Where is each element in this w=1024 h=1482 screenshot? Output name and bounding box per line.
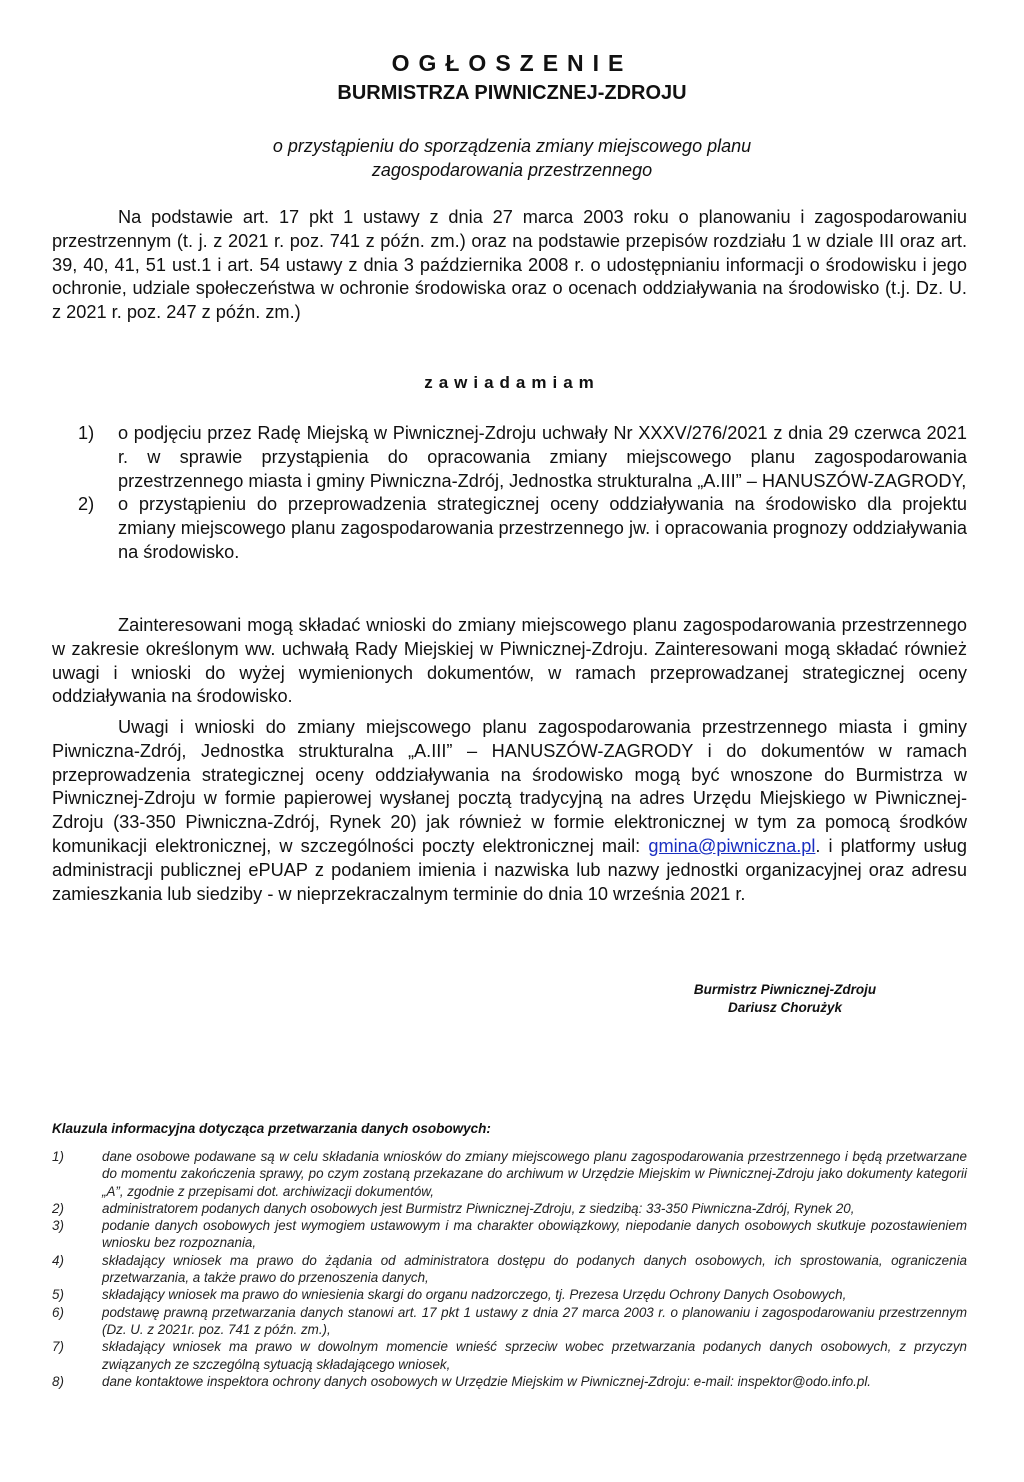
- clause-number: 4): [52, 1252, 64, 1268]
- item-text: o przystąpieniu do przeprowadzenia strategicznej oceny oddziaływania na środowisko dla projektu zmiany miejscowego planu zagospodarowania przestrzennego jw. i opracowania prognozy oddziaływania na środowisko.: [118, 494, 967, 562]
- clause-text: administratorem podanych danych osobowych jest Burmistrz Piwnicznej-Zdroju, z siedzibą: 33-350 Piwniczna-Zdrój, Rynek 20,: [102, 1200, 855, 1216]
- clause-item: [52, 1200, 967, 1217]
- clause-item: [52, 1286, 967, 1303]
- subtitle-line-2: zagospodarowania przestrzennego: [371, 160, 653, 180]
- clause-number: 5): [52, 1287, 64, 1303]
- signature-name: Dariusz Chorużyk: [727, 1000, 843, 1015]
- comments-text-end: . i platformy usług administracji publicznej ePUAP z podaniem imienia i nazwiska lub nazwy jednostki organizacyjnej oraz adresu zamieszkania lub siedziby - w nieprzekraczalnym terminie do dnia 10 września 2021 r.: [52, 835, 967, 904]
- clause-text: składający wniosek ma prawo do żądania od administratora dostępu do podanych danych osobowych, ich sprostowania, ograniczenia przetwarzania, a także prawo do przenoszenia danych,: [102, 1252, 967, 1286]
- issuing-authority: BURMISTRZA PIWNICZNEJ-ZDROJU: [337, 82, 687, 104]
- document-title: OGŁOSZENIE: [391, 50, 633, 76]
- clause-item: [52, 1338, 967, 1373]
- clause-number: 2): [52, 1200, 64, 1216]
- clause-number: 6): [52, 1304, 64, 1320]
- item-text: o podjęciu przez Radę Miejską w Piwnicznej-Zdroju uchwały Nr XXXV/276/2021 z dnia 29 czerwca 2021 r. w sprawie przystąpienia do opracowania zmiany miejscowego planu zagospodarowania przestrzennego miasta i gminy Piwniczna-Zdrój, Jednostka strukturalna „A.III” – HANUSZÓW-ZAGRODY,: [118, 423, 967, 491]
- clause-text: podstawę prawną przetwarzania danych stanowi art. 17 pkt 1 ustawy z dnia 27 marca 2003 r. o planowaniu i zagospodarowaniu przestrzennym (Dz. U. z 2021r. poz. 741 z późn. zm.),: [102, 1304, 967, 1337]
- clause-text: składający wniosek ma prawo do wniesienia skargi do organu nadzorczego, tj. Prezesa Urzędu Ochrony Danych Osobowych,: [102, 1287, 847, 1303]
- item-number: 2): [78, 494, 95, 515]
- clause-title: Klauzula informacyjna dotycząca przetwarzania danych osobowych:: [52, 1121, 491, 1136]
- clause-item: [52, 1252, 967, 1287]
- clause-number: 7): [52, 1339, 64, 1355]
- email-link[interactable]: gmina@piwniczna.pl: [648, 835, 816, 856]
- signature-block: [660, 981, 910, 1017]
- document-subtitle: [0, 134, 1024, 182]
- clause-item: [52, 1304, 967, 1339]
- subtitle-line-1: o przystąpieniu do sporządzenia zmiany miejscowego planu: [272, 136, 752, 156]
- clause-number: 1): [52, 1149, 64, 1164]
- announcement-item: [52, 422, 967, 493]
- submissions-paragraph: Zainteresowani mogą składać wnioski do zmiany miejscowego planu zagospodarowania przestrzennego w zakresie określonym ww. uchwałą Rady Miejskiej w Piwnicznej-Zdroju. Zainteresowani mogą składać również uwagi i wnioski do wyżej wymienionych dokumentów, w ramach przeprowadzanej strategicznej oceny oddziaływania na środowisko.: [52, 615, 967, 707]
- clause-item: [52, 1373, 967, 1390]
- comments-text-start: Uwagi i wnioski do zmiany miejscowego planu zagospodarowania przestrzennego miasta i gminy Piwniczna-Zdrój, Jednostka strukturalna „A.III” – HANUSZÓW-ZAGRODY i do dokumentów w ramach przeprowadzenia strategicznej oceny oddziaływania na środowisko mogą być wnoszone do Burmistrza w Piwnicznej-Zdroju w formie papierowej wysłanej pocztą tradycyjną na adres Urzędu Miejskiego w Piwnicznej-Zdroju (33-350 Piwniczna-Zdrój, Rynek 20) jak również w formie elektronicznej w tym za pomocą środków komunikacji elektronicznej, w szczególności poczty elektronicznej mail:: [52, 717, 967, 856]
- clause-item: [52, 1148, 967, 1200]
- legal-basis-paragraph: Na podstawie art. 17 pkt 1 ustawy z dnia 27 marca 2003 roku o planowaniu i zagospodarowaniu przestrzennym (t. j. z 2021 r. poz. 741 z późn. zm.) oraz na podstawie przepisów rozdziału 1 w dziale III oraz art. 39, 40, 41, 51 ust.1 i art. 54 ustawy z dnia 3 października 2008 r. o udostępnianiu informacji o środowisku i jego ochronie, udziale społeczeństwa w ochronie środowiska oraz o ocenach oddziaływania na środowisko (t.j. Dz. U. z 2021 r. poz. 247 z późn. zm.): [52, 207, 967, 323]
- signature-title: Burmistrz Piwnicznej-Zdroju: [693, 982, 877, 997]
- clause-text: składający wniosek ma prawo w dowolnym momencie wnieść sprzeciw wobec przetwarzania podanych danych osobowych, z przyczyn związanych ze szczególną sytuacją składającego wniosek,: [102, 1339, 967, 1372]
- clause-item: [52, 1217, 967, 1252]
- clause-number: 8): [52, 1373, 64, 1389]
- item-number: 1): [78, 423, 95, 443]
- announce-heading: zawiadamiam: [424, 373, 600, 392]
- clause-number: 3): [52, 1218, 64, 1234]
- clause-text: dane osobowe podawane są w celu składania wniosków do zmiany miejscowego planu zagospodarowania przestrzennego i będą przetwarzane do momentu zakończenia sprawy, po czym zostaną przekazane do archiwum w Urzędzie Miejskim w Piwnicznej-Zdroju jako dokumenty kategorii „A”, zgodnie z przepisami dot. archiwizacji dokumentów,: [102, 1149, 967, 1199]
- comments-paragraph: [52, 716, 967, 906]
- clause-list: [52, 1148, 967, 1390]
- clause-text: dane kontaktowe inspektora ochrony danych osobowych w Urzędzie Miejskim w Piwnicznej-Zdroju: e-mail: inspektor@odo.info.pl.: [102, 1373, 872, 1389]
- announcement-list: [52, 422, 967, 565]
- announcement-item: [52, 493, 967, 564]
- clause-text: podanie danych osobowych jest wymogiem ustawowym i ma charakter obowiązkowy, niepodanie danych osobowych skutkuje pozostawieniem wniosku bez rozpoznania,: [102, 1218, 967, 1251]
